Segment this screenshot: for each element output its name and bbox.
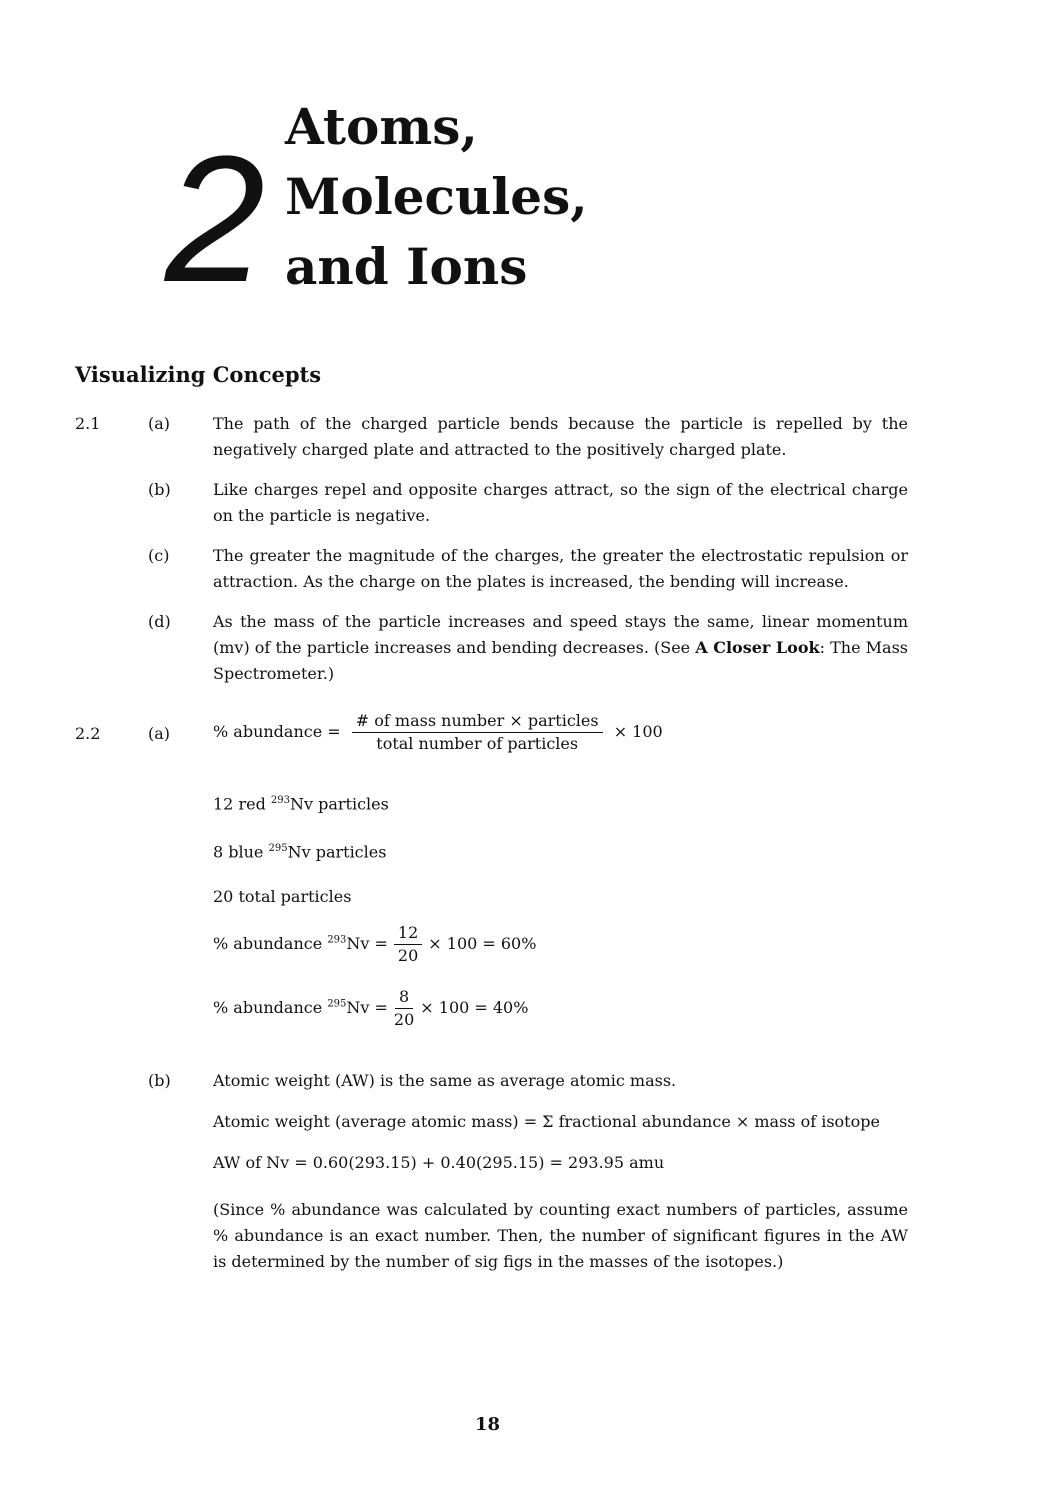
answer-text: Atomic weight (average atomic mass) = Σ fractional abundance × mass of isotope [213,1112,880,1131]
text: : The Mass Spectrometer.) [213,638,909,683]
part-label: (c) [148,546,170,565]
calc-line: % abundance $^{293}$Nv = $\frac{12}{20}$ × 100 = 60% [213,923,537,965]
fraction [352,710,603,755]
part-label: (d) [148,612,171,631]
part-label: (a) [148,414,171,433]
formula-lhs: % abundance = [213,722,341,741]
question-number: 2.1 [75,414,101,433]
answer-note: (Since % abundance was calculated by counting exact numbers of particles, assume % abundance is an exact number. Then, the number of significant figures in the AW is determined by the number of sig figs in the masses of the isotopes.) [213,1200,908,1271]
answer-text: The greater the magnitude of the charges, the greater the electrostatic repulsion or attraction. As the charge on the plates is increased, the bending will increase. [213,546,908,591]
bold-reference: A Closer Look [695,638,820,657]
part-label: (a) [148,724,171,743]
page-number: 18 [474,1414,501,1435]
title-line: Molecules, [285,167,588,226]
formula-rhs: × 100 [613,722,663,741]
calc-line: % abundance $^{295}$Nv = $\frac{8}{20}$ × 100 = 40% [213,987,529,1029]
numerator: # of mass number × particles [352,710,603,733]
chapter-number: 2 [165,119,262,320]
part-label: (b) [148,480,171,499]
particle-line: 12 red $^{293}$Nv particles [213,794,389,814]
answer-text [213,609,908,687]
denominator: total number of particles [376,734,579,753]
answer-text: AW of Nv = 0.60(293.15) + 0.40(295.15) = 293.95 amu [213,1153,665,1172]
part-label: (b) [148,1071,171,1090]
section-heading: Visualizing Concepts [75,362,322,387]
question-number: 2.2 [75,724,101,743]
title-line: and Ions [285,237,528,296]
answer-text: The path of the charged particle bends because the particle is repelled by the negatively charged plate and attracted to the positively charged plate. [213,414,908,459]
chapter-title [285,92,588,302]
answer-text: Like charges repel and opposite charges attract, so the sign of the electrical charge on the particle is negative. [213,480,908,525]
abundance-formula [213,710,663,755]
particle-line: 8 blue $^{295}$Nv particles [213,842,387,862]
answer-text: Atomic weight (AW) is the same as average atomic mass. [213,1071,677,1090]
particle-line: 20 total particles [213,887,352,906]
title-line: Atoms, [285,97,478,156]
text: As the mass of the particle increases and speed stays the same, linear momentum (mv) of the particle increases and bending decreases. (See [213,612,908,657]
